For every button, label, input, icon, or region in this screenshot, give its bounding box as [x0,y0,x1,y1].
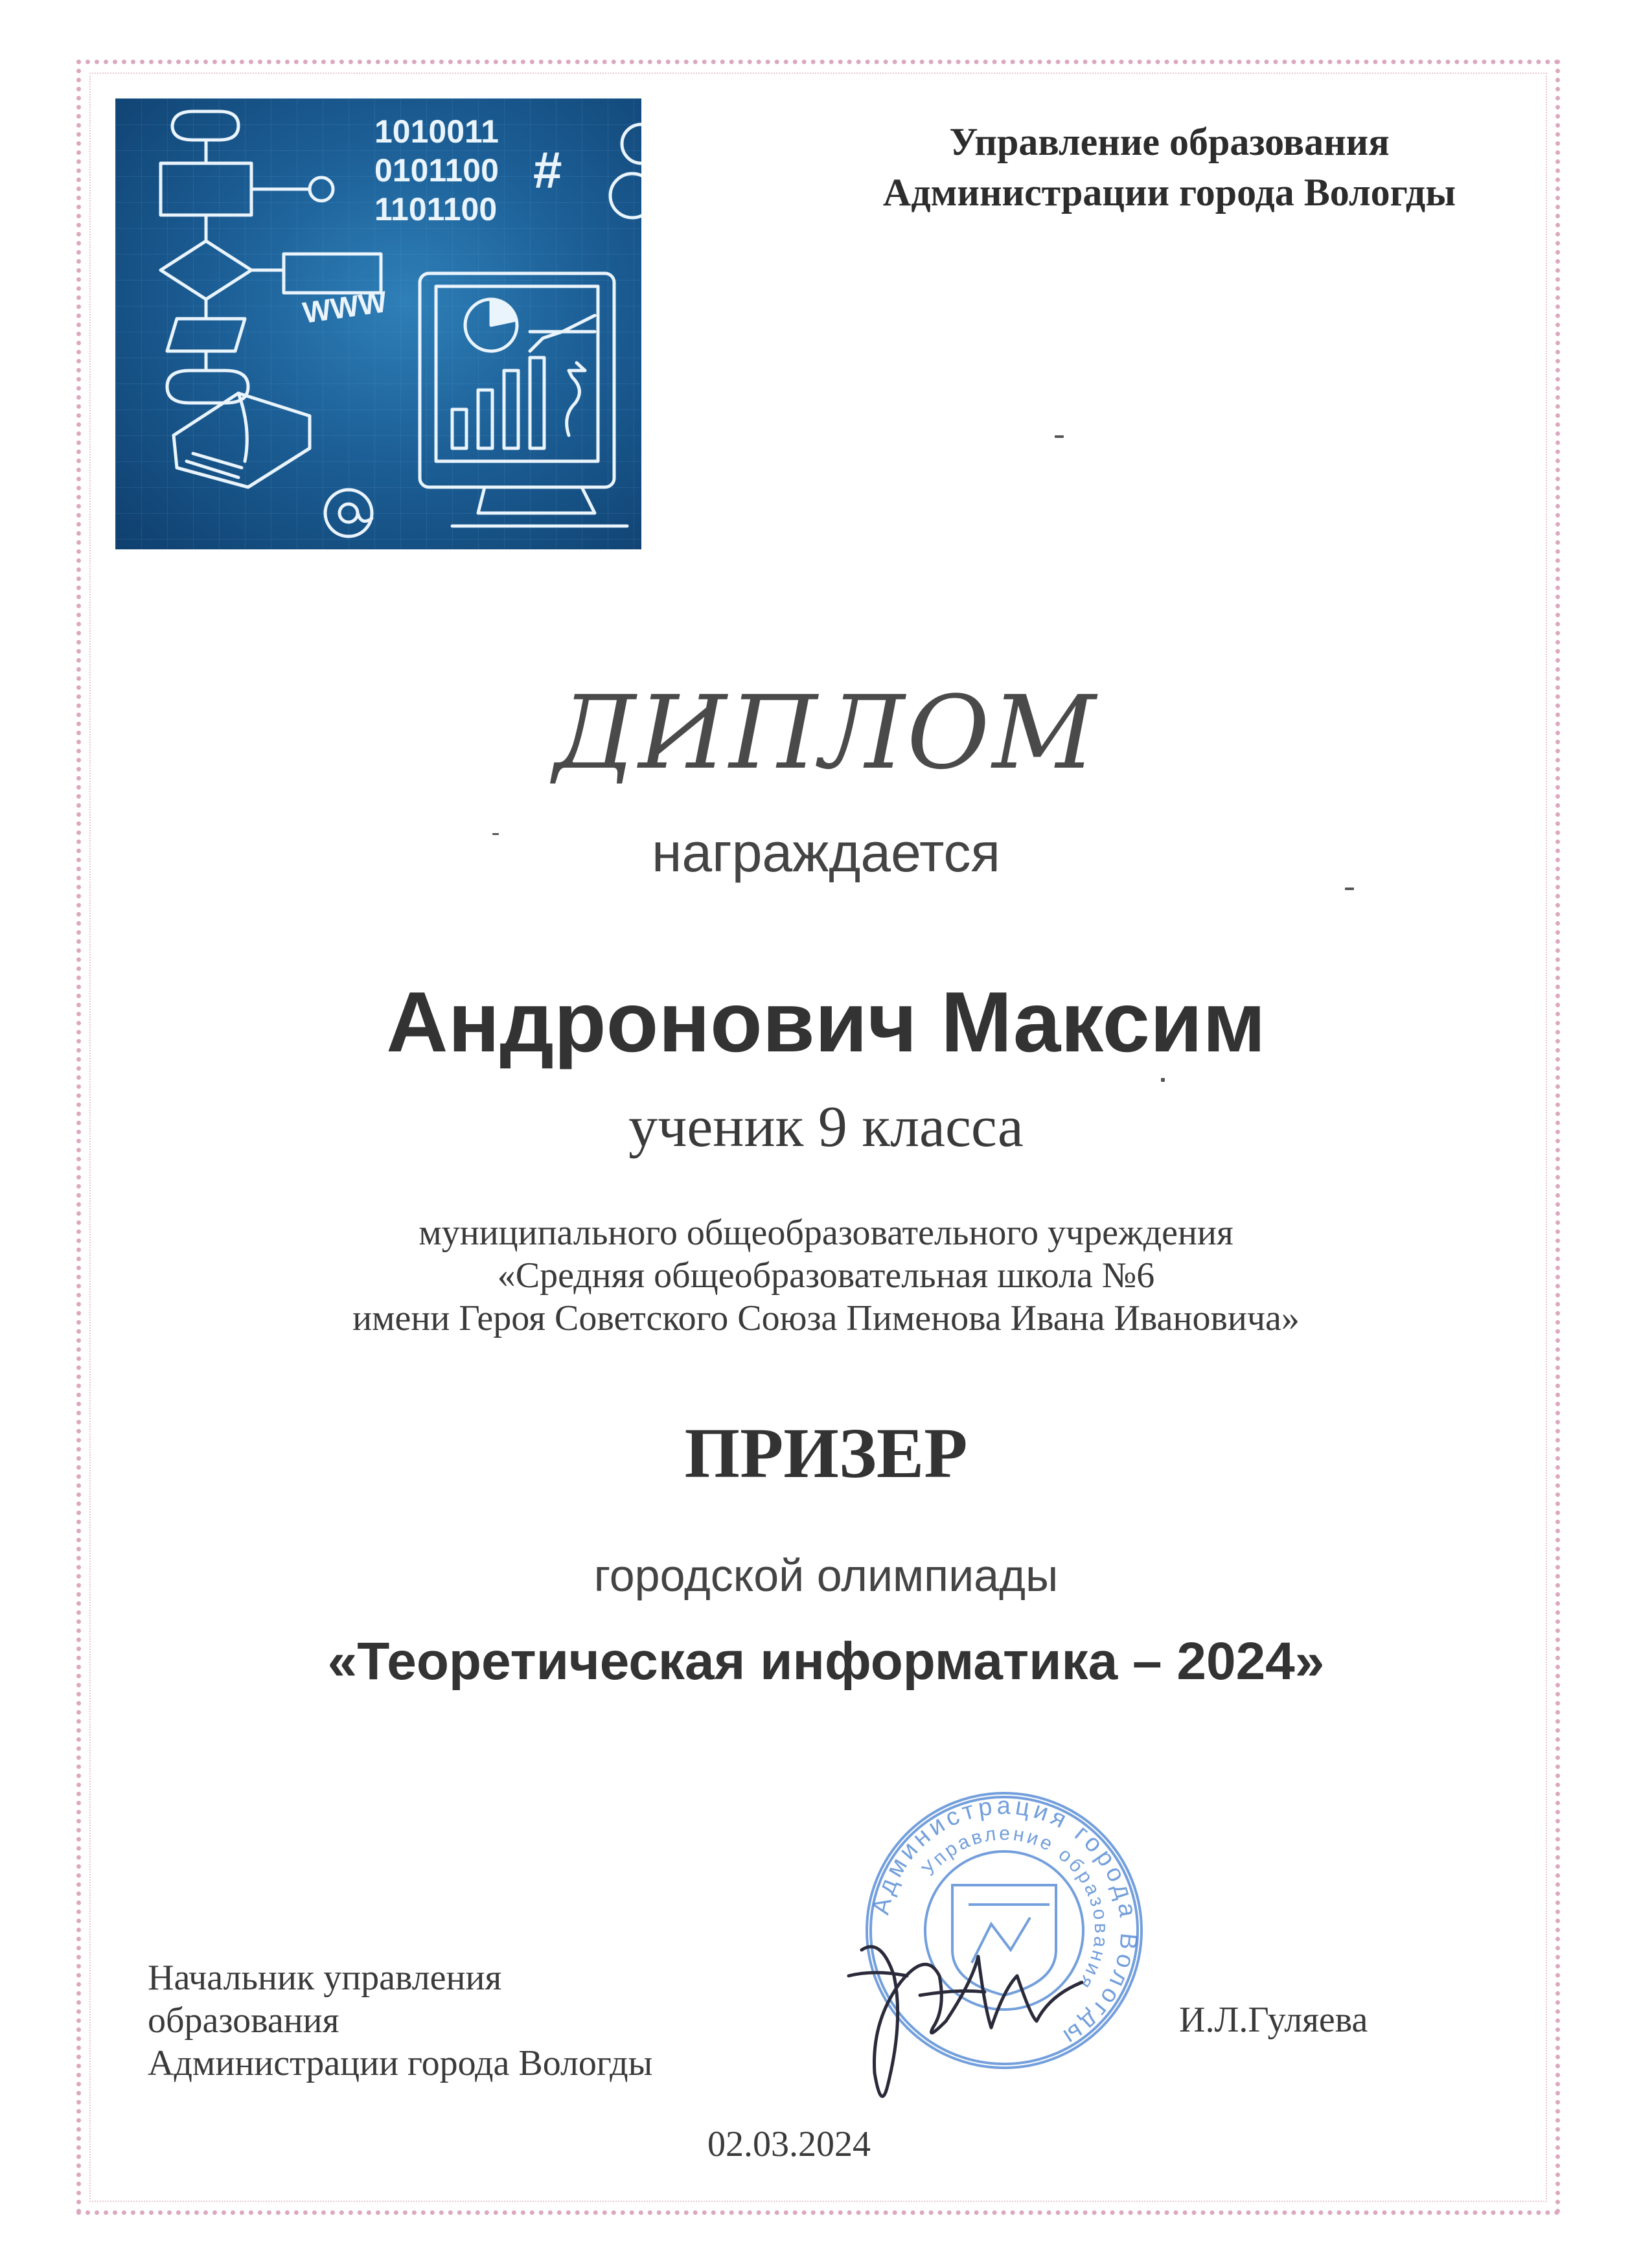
www-icon: WWW [301,284,389,330]
issuer-line-1: Управление образования [949,120,1390,163]
binary-line-1: 1010011 [374,113,499,150]
signer-title-line-1: Начальник управления [148,1958,502,1998]
school-line-2: «Средняя общеобразовательная школа №6 [497,1255,1155,1296]
scan-speck [492,833,499,835]
signer-name: И.Л.Гуляева [1179,2000,1368,2040]
prize-status: ПРИЗЕР [684,1414,968,1493]
school-line-1: муниципального общеобразовательного учреждения [419,1213,1233,1253]
olympiad-name: «Теоретическая информатика – 2024» [327,1632,1325,1691]
recipient-grade: ученик 9 класса [628,1095,1024,1159]
informatics-illustration [115,98,641,549]
signer-title [148,1956,731,2085]
scan-speck [1345,888,1354,890]
hash-icon: # [533,141,562,199]
stamp-outer-text: Администрация города Вологды [867,1792,1143,2052]
issuer-header [751,117,1587,218]
signer-title-line-3: Администрации города Вологды [148,2043,653,2083]
school-line-3: имени Героя Советского Союза Пименова Ивана Ивановича» [352,1298,1300,1338]
scan-speck [1161,1078,1165,1082]
stamp-inner-text: Управление образования [917,1822,1112,1995]
binary-line-2: 0101100 [374,152,499,189]
scan-speck [1055,435,1064,438]
awarded-label: награждается [651,822,1001,883]
informatics-illustration-drawing [115,98,641,549]
handwritten-signature [823,1879,1095,2125]
issue-date: 02.03.2024 [707,2124,871,2164]
binary-line-3: 1101100 [374,191,498,227]
signer-title-line-2: образования [148,2000,339,2041]
recipient-name: Андронович Максим [386,974,1266,1070]
olympiad-label: городской олимпиады [593,1550,1059,1601]
diploma-title: ДИПЛОМ [553,674,1099,792]
issuer-line-2: Администрации города Вологды [882,171,1456,214]
school-info [0,1211,1652,1340]
